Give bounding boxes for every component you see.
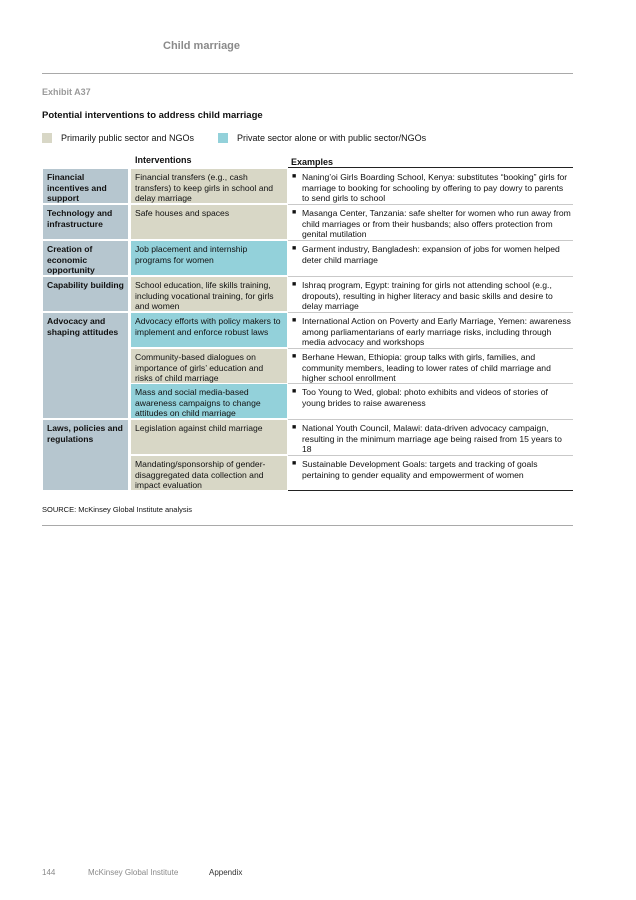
intervention-cell: Mass and social media-based awareness campaigns to change attitudes on child marriage: [131, 384, 287, 418]
intervention-cell: Job placement and internship programs for women: [131, 241, 287, 275]
section-title: Child marriage: [163, 40, 241, 52]
example-text: International Action on Poverty and Early Marriage, Yemen: awareness among parliamentarians of early marriage risks, including through media advocacy and workshops: [302, 316, 571, 347]
intervention-cell: Community-based dialogues on importance of girls’ education and risks of child marriage: [131, 349, 287, 383]
example-row: [288, 277, 573, 315]
category-economic: Creation of economic opportunity: [43, 241, 128, 275]
bullet-icon: ■: [292, 209, 297, 216]
bullet-icon: ■: [292, 460, 297, 467]
intervention-cell: Financial transfers (e.g., cash transfers) to keep girls in school and delay marriage: [131, 169, 287, 203]
example-row: [288, 205, 573, 243]
example-text: Too Young to Wed, global: photo exhibits and videos of stories of young brides to raise awareness: [302, 387, 548, 408]
bullet-icon: ■: [292, 281, 297, 288]
source-note: SOURCE: McKinsey Global Institute analysis: [42, 505, 193, 514]
legend-swatch-public: [42, 133, 52, 143]
bullet-icon: ■: [292, 317, 297, 324]
examples-header: Examples: [291, 157, 334, 167]
bullet-icon: ■: [292, 173, 297, 180]
example-row: [288, 384, 573, 411]
example-text: Ishraq program, Egypt: training for girls not attending school (e.g., dropouts), resulting in higher literacy and basic skills and desire to delay marriage: [302, 280, 553, 311]
intervention-cell: Safe houses and spaces: [131, 205, 287, 239]
examples-top-rule: [288, 167, 573, 168]
exhibit-label: Exhibit A37: [42, 87, 91, 97]
top-divider: [42, 73, 573, 74]
interventions-header: Interventions: [135, 155, 192, 165]
legend-swatch-private: [218, 133, 228, 143]
example-text: Naning’oi Girls Boarding School, Kenya: substitutes “booking” girls for marriage to booking for schooling by offering to pay dowry to parents to send girls to school: [302, 172, 568, 203]
bullet-icon: ■: [292, 388, 297, 395]
bottom-divider: [42, 525, 573, 526]
legend-label-public: Primarily public sector and NGOs: [61, 133, 195, 143]
intervention-cell: Advocacy efforts with policy makers to implement and enforce robust laws: [131, 313, 287, 347]
example-row: [288, 241, 573, 268]
example-text: Garment industry, Bangladesh: expansion of jobs for women helped deter child marriage: [302, 244, 560, 265]
intervention-cell: Legislation against child marriage: [131, 420, 287, 454]
example-row: [288, 169, 573, 207]
example-text: Masanga Center, Tanzania: safe shelter for women who run away from child marriages or from their husbands; also offers protection from genital mutilation: [302, 208, 571, 239]
publisher-name: McKinsey Global Institute: [88, 868, 179, 877]
category-financial: Financial incentives and support: [43, 169, 128, 203]
category-advocacy: Advocacy and shaping attitudes: [43, 313, 128, 418]
legend-label-private: Private sector alone or with public sector/NGOs: [237, 133, 427, 143]
legend-item-private: [218, 133, 426, 143]
category-laws: Laws, policies and regulations: [43, 420, 128, 490]
examples-bottom-rule: [288, 490, 573, 491]
example-text: Berhane Hewan, Ethiopia: group talks with girls, families, and community members, leading to lower rates of child marriage and higher school enrollment: [302, 352, 551, 383]
bullet-icon: ■: [292, 245, 297, 252]
category-capability: Capability building: [43, 277, 128, 311]
intervention-cell: Mandating/sponsorship of gender-disaggregated data collection and impact evaluation: [131, 456, 287, 490]
example-row: [288, 349, 573, 387]
bullet-icon: ■: [292, 424, 297, 431]
footer-section: Appendix: [209, 868, 243, 877]
example-text: National Youth Council, Malawi: data-driven advocacy campaign, resulting in the minimum marriage age being raised from 15 years to 18: [302, 423, 562, 454]
example-row: [288, 456, 573, 483]
example-row: [288, 420, 573, 458]
intervention-cell: School education, life skills training, including vocational training, for girls and women: [131, 277, 287, 311]
example-row: [288, 313, 573, 351]
category-technology: Technology and infrastructure: [43, 205, 128, 239]
bullet-icon: ■: [292, 353, 297, 360]
exhibit-title: Potential interventions to address child marriage: [42, 110, 263, 121]
legend-item-public: [42, 133, 194, 143]
example-text: Sustainable Development Goals: targets and tracking of goals pertaining to gender equality and empowerment of women: [302, 459, 538, 480]
page-number: 144: [42, 868, 56, 877]
